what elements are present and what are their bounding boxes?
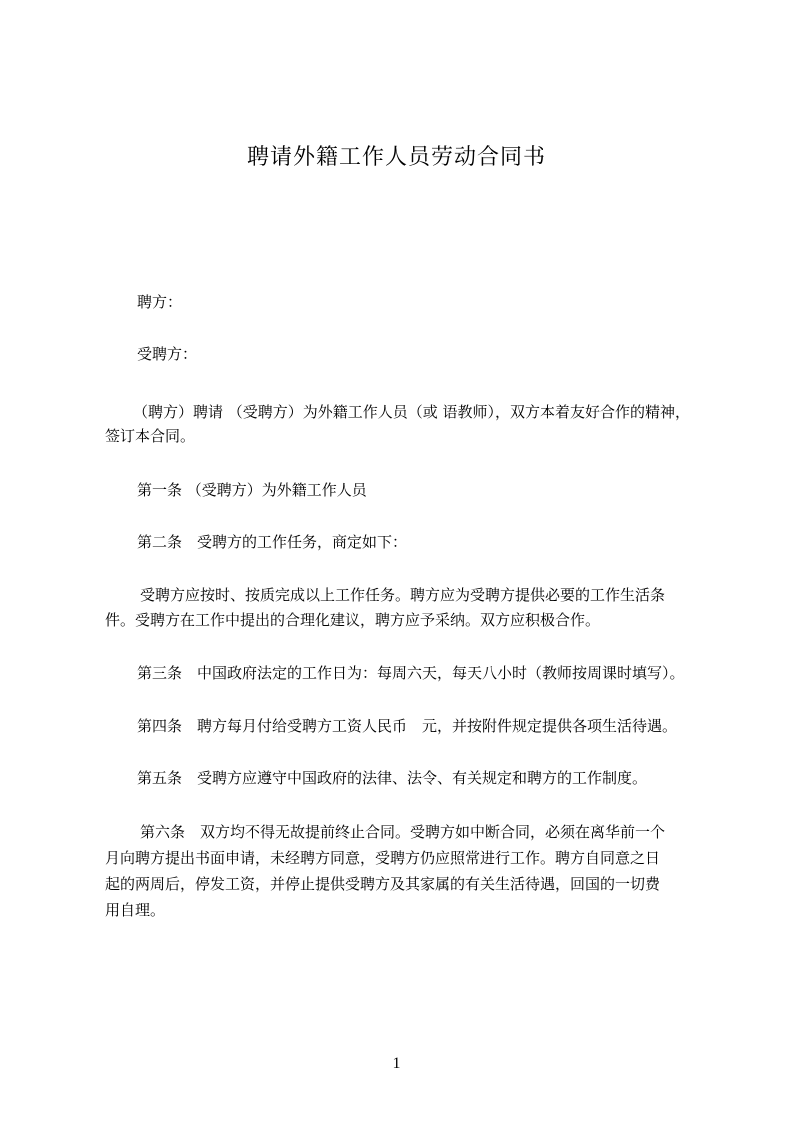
article-1: 第一条 （受聘方）为外籍工作人员 — [137, 481, 367, 499]
party-a-label: 聘方： — [137, 293, 183, 311]
article-2-paragraph-line-2: 件。受聘方在工作中提出的合理化建议，聘方应予采纳。双方应积极合作。 — [105, 611, 601, 629]
article-2-paragraph-line-1: 受聘方应按时、按质完成以上工作任务。聘方应为受聘方提供必要的工作生活条 — [140, 586, 666, 604]
intro-paragraph-line-1: （聘方）聘请 （受聘方）为外籍工作人员（或 语教师），双方本着友好合作的精神， — [133, 403, 691, 421]
article-4: 第四条 聘方每月付给受聘方工资人民币 元，并按附件规定提供各项生活待遇。 — [137, 717, 678, 735]
article-2: 第二条 受聘方的工作任务，商定如下： — [137, 533, 408, 551]
intro-paragraph-line-2: 签订本合同。 — [105, 427, 196, 445]
article-6-line-1: 第六条 双方均不得无故提前终止合同。受聘方如中断合同，必须在离华前一个 — [140, 823, 666, 841]
page-number: 1 — [392, 1055, 401, 1072]
article-3: 第三条 中国政府法定的工作日为：每周六天，每天八小时（教师按周课时填写）。 — [137, 664, 685, 682]
article-6-line-2: 月向聘方提出书面申请，未经聘方同意，受聘方仍应照常进行工作。聘方自同意之日 — [105, 849, 661, 867]
party-b-label: 受聘方： — [137, 345, 198, 363]
article-6-line-3: 起的两周后，停发工资，并停止提供受聘方及其家属的有关生活待遇，回国的一切费 — [105, 875, 661, 893]
document-title: 聘请外籍工作人员劳动合同书 — [246, 145, 546, 170]
article-5: 第五条 受聘方应遵守中国政府的法律、法令、有关规定和聘方的工作制度。 — [137, 769, 648, 787]
article-6-line-4: 用自理。 — [105, 901, 166, 919]
